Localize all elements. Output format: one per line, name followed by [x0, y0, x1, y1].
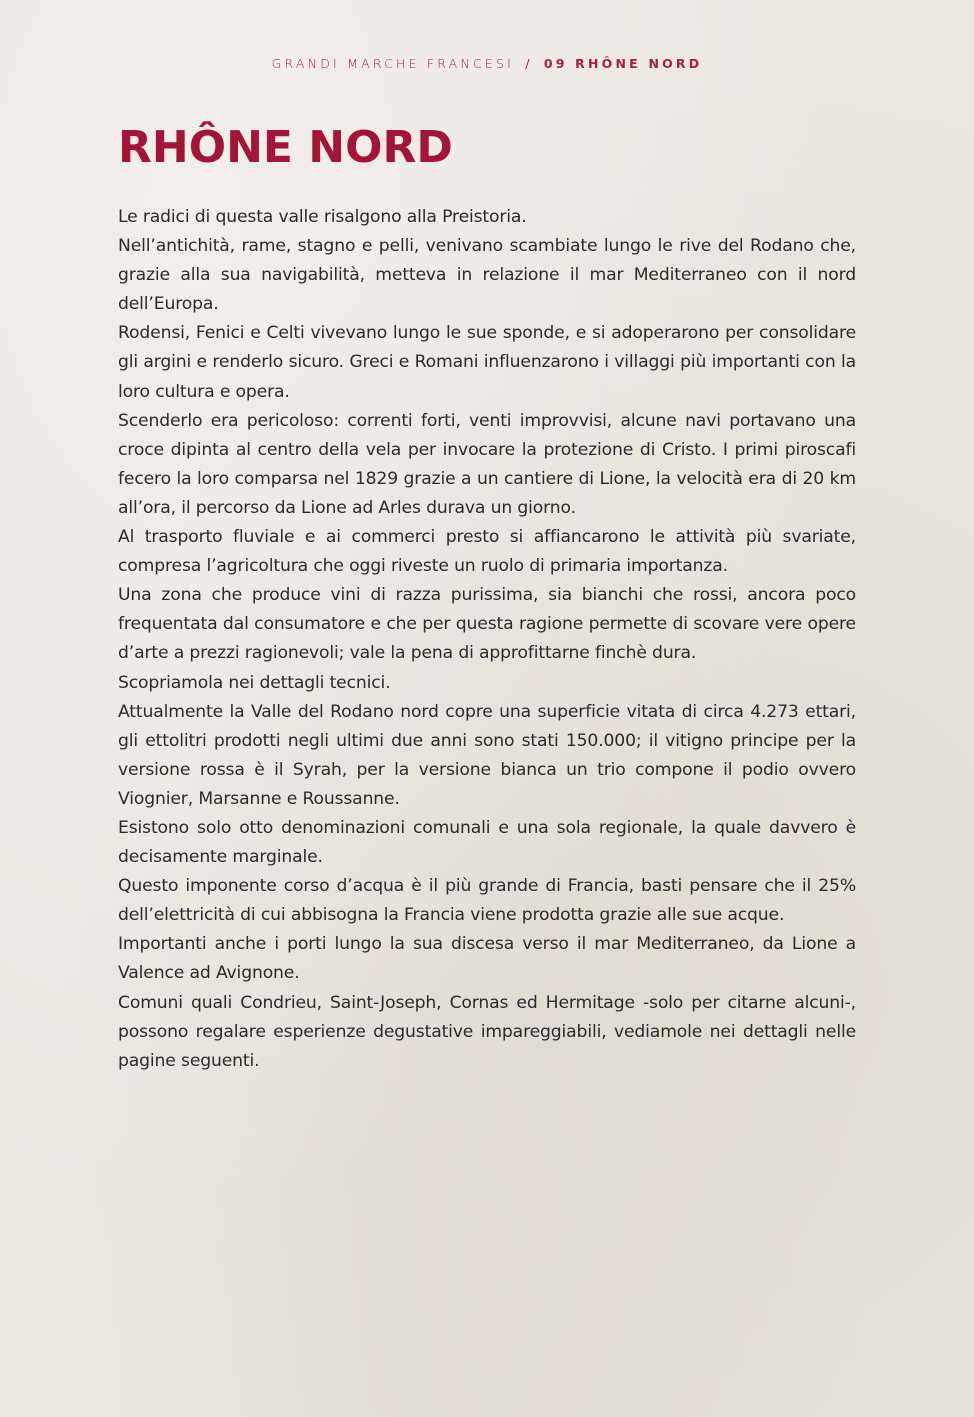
paragraph: Rodensi, Fenici e Celti vivevano lungo le sue sponde, e si adoperarono per consolidare gli argini e renderlo sicuro. Greci e Romani influenzarono i villaggi più importanti con la loro cultura e opera.: [118, 323, 856, 402]
body-text: [118, 203, 856, 1076]
paragraph: Al trasporto fluviale e ai commerci presto si affiancarono le attività più svariate, compresa l’agricoltura che oggi riveste un ruolo di primaria importanza.: [118, 527, 856, 577]
running-header: [0, 56, 974, 71]
header-section: GRANDI MARCHE FRANCESI: [271, 56, 515, 71]
header-chapter: 09 RHÔNE NORD: [543, 56, 703, 71]
paragraph: Importanti anche i porti lungo la sua discesa verso il mar Mediterraneo, da Lione a Valence ad Avignone.: [118, 934, 856, 984]
header-separator: /: [525, 56, 533, 71]
page-title: RHÔNE NORD: [118, 122, 453, 173]
paragraph: Le radici di questa valle risalgono alla Preistoria.: [118, 207, 527, 227]
paragraph: Esistono solo otto denominazioni comunali e una sola regionale, la quale davvero è decisamente marginale.: [118, 817, 856, 868]
paragraph: Una zona che produce vini di razza purissima, sia bianchi che rossi, ancora poco frequentata dal consumatore e che per questa ragione permette di scovare vere opere d’arte a prezzi ragionevoli; vale la pena di approfittarne finchè dura.: [118, 585, 856, 664]
paragraph: Scenderlo era pericoloso: correnti forti, venti improvvisi, alcune navi portavano una croce dipinta al centro della vela per invocare la protezione di Cristo. I primi piroscafi fecero la loro comparsa nel 1829 grazie a un cantiere di Lione, la velocità era di 20 km all’ora, il percorso da Lione ad Arles durava un giorno.: [118, 410, 856, 518]
paragraph: Nell’antichità, rame, stagno e pelli, venivano scambiate lungo le rive del Rodano che, grazie alla sua navigabilità, metteva in relazione il mar Mediterraneo con il nord dell’Europa.: [118, 236, 856, 315]
paragraph: Attualmente la Valle del Rodano nord copre una superficie vitata di circa 4.273 ettari, gli ettolitri prodotti negli ultimi due anni sono stati 150.000; il vitigno principe per la versione rossa è il Syrah, per la versione bianca un trio compone il podio ovvero Viognier, Marsanne e Roussanne.: [118, 701, 856, 809]
paragraph: Comuni quali Condrieu, Saint-Joseph, Cornas ed Hermitage -solo per citarne alcuni-, possono regalare esperienze degustative impareggiabili, vediamole nei dettagli nelle pagine seguenti.: [118, 992, 856, 1071]
paragraph: Questo imponente corso d’acqua è il più grande di Francia, basti pensare che il 25% dell’elettricità di cui abbisogna la Francia viene prodotta grazie alle sue acque.: [118, 876, 856, 926]
paragraph: Scopriamola nei dettagli tecnici.: [118, 672, 391, 693]
